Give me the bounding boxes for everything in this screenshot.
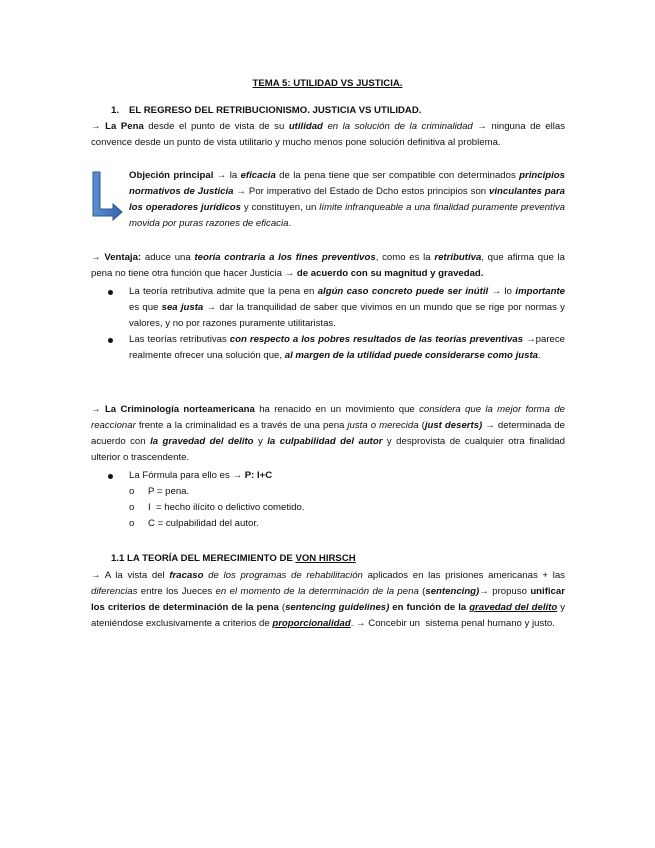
section-1-1-heading: 1.1 LA TEORÍA DEL MERECIMIENTO DE VON HIRSCH [111,553,356,564]
paragraph-pena: → La Pena desde el punto de vista de su utilidad en la solución de la criminalidad → ninguna de ellas convence desde un punto de vista utilitario y mucho menos pone solución definitiva al problema. [91,121,566,148]
arrow-icon: → [206,302,217,313]
section-number: 1. [111,105,120,116]
arrow-icon: → [356,618,366,629]
circle-bullet-icon: o [129,518,135,529]
bullet-list-retributiva [129,284,565,364]
arrow-icon: → [485,420,495,431]
bullet-icon [108,474,113,479]
arrow-icon: → [479,586,489,597]
list-item: o C = culpabilidad del autor. [129,516,305,532]
arrow-icon: → [236,186,246,197]
list-item: o P = pena. [129,484,305,500]
list-item: La teoría retributiva admite que la pena en algún caso concreto puede ser inútil → lo importante es que sea justa → dar la tranquilidad de saber que vivimos en un mundo que se rige por normas y valores, y no por razones puramente utilitaristas. [129,284,565,332]
arrow-icon: → [91,252,101,263]
arrow-icon: → [526,334,536,345]
circle-bullet-icon: o [129,486,135,497]
paragraph-von-hirsch: → A la vista del fracaso de los programas de rehabilitación aplicados en las prisiones americanas + las diferencias entre los Jueces en el momento de la determinación de la pena (sentencing)→ propuso unificar los criterios de determinación de la pena (sentencing guidelines) en función de la gravedad del delito y ateniéndose exclusivamente a criterios de proporcionalidad. → Concebir un sistema penal humano y justo. [91,570,565,629]
list-item: La Fórmula para ello es → P: I+C [129,468,565,484]
document-title: TEMA 5: UTILIDAD VS JUSTICIA. [252,78,403,89]
bullet-list-formula [129,468,565,484]
list-item: o I = hecho ilícito o delictivo cometido. [129,500,305,516]
list-item: Las teorías retributivas con respecto a los pobres resultados de las teorías preventivas →parece realmente ofrecer una solución que, al margen de la utilidad puede considerarse como justa. [129,332,565,364]
arrow-icon: → [91,570,101,581]
section-1-heading [111,103,421,119]
paragraph-ventaja: → Ventaja: aduce una teoría contraria a los fines preventivos, como es la retributiva, que afirma que la pena no tiene otra función que hacer Justicia → de acuerdo con su magnitud y gravedad. [91,252,565,279]
arrow-icon: → [284,268,295,279]
arrow-icon: → [491,286,502,297]
paragraph-objecion: Objeción principal → la eficacia de la pena tiene que ser compatible con determinados principios normativos de Justicia → Por imperativo del Estado de Dcho estos principios son vinculantes para los operadores jurídicos y constituyen, un límite infranqueable a una finalidad puramente preventiva movida por puras razones de eficacia. [129,170,566,229]
arrow-icon: → [232,470,243,481]
arrow-icon: → [216,170,227,181]
bullet-icon [108,290,113,295]
paragraph-criminologia: → La Criminología norteamericana ha renacido en un movimiento que considera que la mejor forma de reaccionar frente a la criminalidad es a través de una pena justa o merecida (just deserts) → determinada de acuerdo con la gravedad del delito y la culpabilidad del autor y desprovista de cualquier otra finalidad ulterior o trascendente. [91,404,566,463]
arrow-icon: → [477,121,487,132]
arrow-icon: → [91,404,101,415]
arrow-icon: → [91,121,101,132]
formula-sublist [129,484,305,532]
bullet-icon [108,338,113,343]
circle-bullet-icon: o [129,502,135,513]
section-title: EL REGRESO DEL RETRIBUCIONISMO. JUSTICIA VS UTILIDAD. [129,105,422,116]
l-bracket-shape [91,171,123,221]
